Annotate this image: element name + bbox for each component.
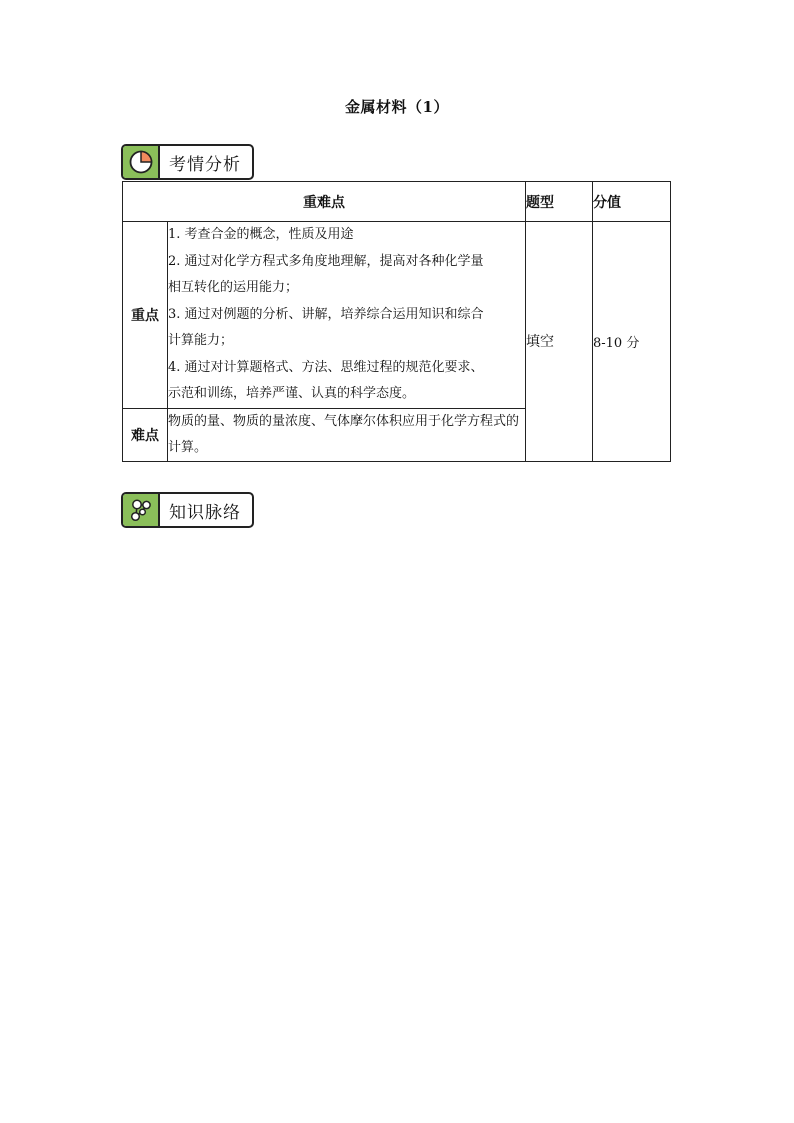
key-point-line: 1. 考查合金的概念，性质及用途 — [168, 227, 354, 242]
key-point-line: 计算能力； — [168, 333, 234, 348]
section-icon-box — [123, 146, 160, 178]
key-point-line: 2. 通过对化学方程式多角度地理解，提高对各种化学量 — [168, 253, 484, 269]
header-question-type: 题型 — [526, 182, 593, 222]
network-nodes-icon — [128, 497, 154, 523]
pie-chart-icon — [128, 149, 154, 175]
row-label-key: 重点 — [123, 222, 168, 409]
section-label: 知识脉络 — [169, 502, 241, 523]
section-label: 考情分析 — [169, 154, 241, 175]
difficult-points-content: 物质的量、物质的量浓度、气体摩尔体积应用于化学方程式的计算。 — [168, 408, 526, 461]
header-key-difficult: 重难点 — [123, 182, 526, 222]
analysis-table — [122, 181, 671, 462]
key-points-content — [168, 222, 526, 409]
question-type-value: 填空 — [526, 222, 593, 462]
section-icon-box — [123, 494, 160, 526]
section-header-analysis — [121, 144, 254, 180]
key-point-line: 相互转化的运用能力； — [168, 280, 299, 295]
row-label-difficult: 难点 — [123, 408, 168, 461]
key-point-line: 3. 通过对例题的分析、讲解，培养综合运用知识和综合 — [168, 306, 484, 322]
document-title: 金属材料（1） — [345, 98, 449, 116]
section-header-knowledge — [121, 492, 254, 528]
header-score: 分值 — [593, 182, 671, 222]
key-point-line: 示范和训练，培养严谨、认真的科学态度。 — [168, 386, 416, 401]
score-value: 8-10 分 — [593, 222, 671, 462]
table-header-row — [123, 182, 671, 222]
table-row-key-points — [123, 222, 671, 409]
key-point-line: 4. 通过对计算题格式、方法、思维过程的规范化要求、 — [168, 359, 484, 375]
